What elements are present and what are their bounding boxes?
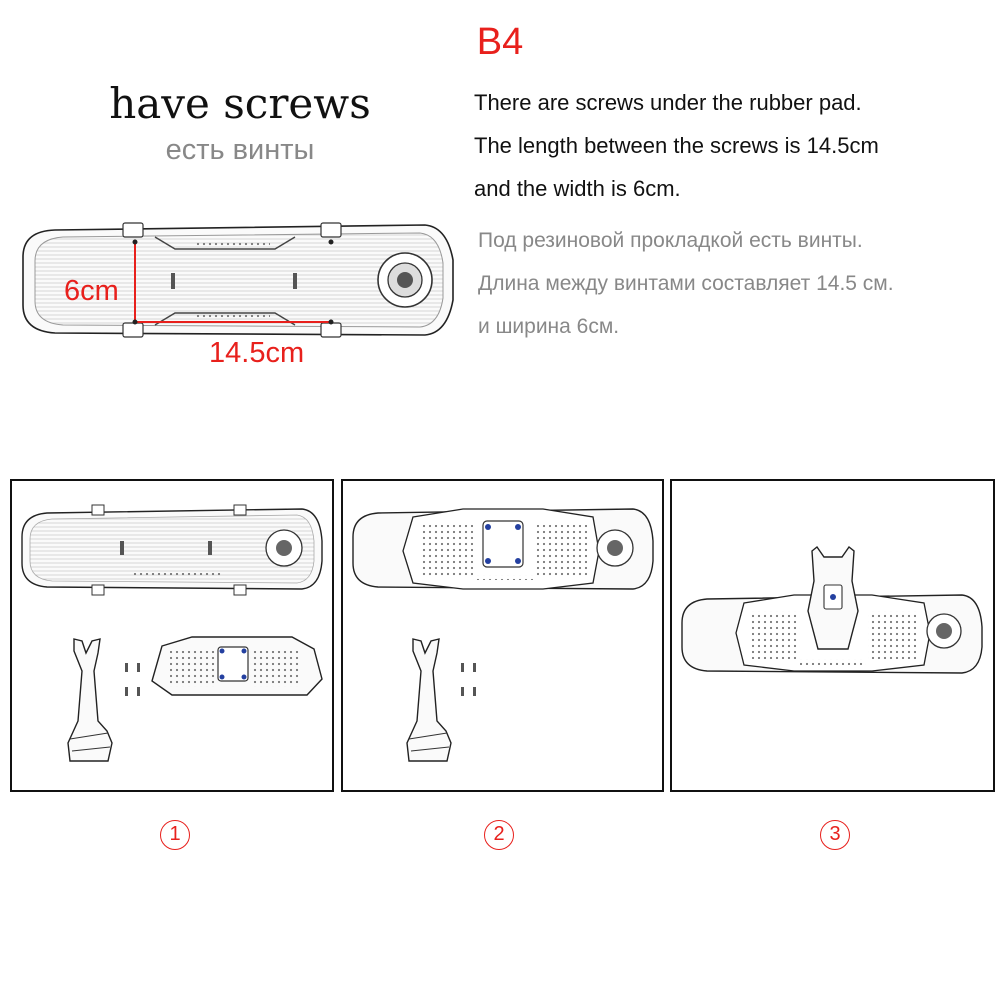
description-ru-line-1: Под резиновой прокладкой есть винты. [478,229,863,252]
description-en-line-3: and the width is 6cm. [474,176,681,201]
step-3-number: 3 [820,820,850,850]
width-label: 6cm [64,275,119,307]
step-1-panel [10,479,334,792]
mount-bracket-icon [68,639,112,761]
step-2-illustration [343,481,662,790]
length-label: 14.5cm [209,337,305,369]
screw-tab-bottom-left [123,323,143,337]
description-en-line-1: There are screws under the rubber pad. [474,90,862,115]
mount-bracket-icon [407,639,451,761]
step-1-number: 1 [160,820,190,850]
screw-tab-top-left [123,223,143,237]
step-2-panel [341,479,664,792]
description-en-line-2: The length between the screws is 14.5cm [474,133,879,158]
headline-en: have screws [109,79,371,128]
step-3-illustration [672,481,993,790]
step-2-number: 2 [484,820,514,850]
step-1-illustration [12,481,332,790]
model-code: B4 [476,21,524,63]
description-ru-line-2: Длина между винтами составляет 14.5 см. [478,272,894,295]
step-3-panel [670,479,995,792]
description-ru-line-3: и ширина 6см. [478,315,620,338]
screw-tab-bottom-right [321,323,341,337]
screw-tab-top-right [321,223,341,237]
headline-ru: есть винты [165,134,315,166]
